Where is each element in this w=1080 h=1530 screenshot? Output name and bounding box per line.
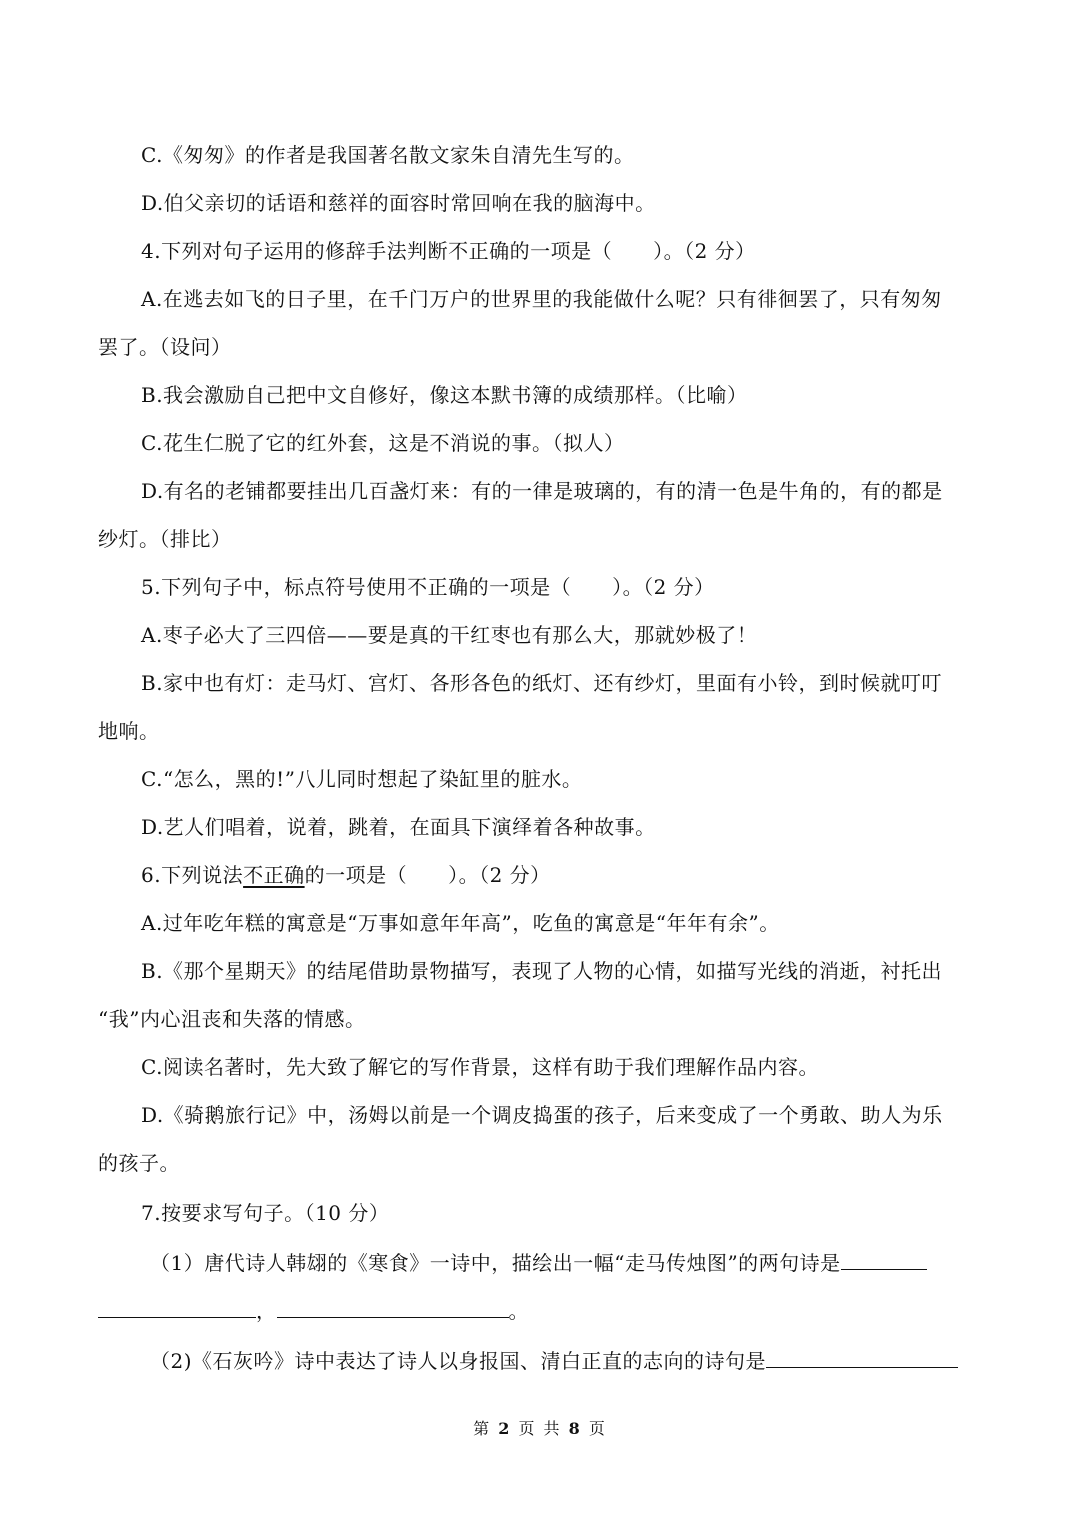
q6-stem — [141, 861, 982, 889]
q7-sub2-answer-blank[interactable] — [766, 1347, 958, 1368]
q6-stem-pre: 6.下列说法 — [141, 863, 244, 887]
q6-option-b-line1: B.《那个星期天》的结尾借助景物描写，表现了人物的心情，如描写光线的消逝，衬托出 — [141, 959, 943, 983]
q4-option-a-line1: A.在逃去如飞的日子里，在千门万户的世界里的我能做什么呢？只有徘徊罢了，只有匆匆 — [141, 287, 942, 311]
q3-option-d: D.伯父亲切的话语和慈祥的面容时常回响在我的脑海中。 — [141, 191, 656, 215]
q6-option-d-line2: 的孩子。 — [98, 1151, 180, 1175]
q5-option-c: C.“怎么，黑的!”八儿同时想起了染缸里的脏水。 — [141, 767, 583, 791]
q4-option-b: B.我会激励自己把中文自修好，像这本默书簿的成绩那样。（比喻） — [141, 383, 748, 407]
q5-option-b-line2: 地响。 — [98, 719, 160, 743]
footer-total-pages: 8 — [568, 1419, 582, 1438]
q5-stem: 5.下列句子中，标点符号使用不正确的一项是（ ）。（2 分） — [141, 575, 715, 599]
q4-option-d-line1: D.有名的老铺都要挂出几百盏灯来：有的一律是玻璃的，有的清一色是牛角的，有的都是 — [141, 479, 943, 503]
footer-ye: 页 — [518, 1419, 537, 1438]
q6-stem-underlined: 不正确 — [243, 863, 305, 887]
q6-option-c: C.阅读名著时，先大致了解它的写作背景，这样有助于我们理解作品内容。 — [141, 1055, 819, 1079]
footer-ye2: 页 — [588, 1419, 607, 1438]
q5-option-b-line1: B.家中也有灯：走马灯、宫灯、各形各色的纸灯、还有纱灯，里面有小铃，到时候就叮叮 — [141, 671, 943, 695]
q7-sub1-answer-blank-c[interactable] — [277, 1297, 509, 1318]
q4-option-c: C.花生仁脱了它的红外套，这是不消说的事。（拟人） — [141, 431, 625, 455]
q7-sub1-end: 。 — [508, 1299, 529, 1323]
q7-sub2 — [150, 1347, 982, 1375]
footer-page-number: 2 — [498, 1419, 512, 1438]
q7-stem: 7.按要求写句子。（10 分） — [141, 1201, 390, 1225]
q6-option-a: A.过年吃年糕的寓意是“万事如意年年高”，吃鱼的寓意是“年年有余”。 — [141, 911, 780, 935]
footer-di: 第 — [473, 1419, 492, 1438]
page-footer — [0, 1418, 1080, 1440]
q7-sub1-line2 — [98, 1297, 982, 1325]
q4-stem: 4.下列对句子运用的修辞手法判断不正确的一项是（ ）。（2 分） — [141, 239, 756, 263]
q7-sub1-answer-blank-b[interactable] — [98, 1297, 256, 1318]
q7-sub1-text: （1）唐代诗人韩翃的《寒食》一诗中，描绘出一幅“走马传烛图”的两句诗是 — [150, 1251, 841, 1275]
q6-option-d-line1: D.《骑鹅旅行记》中，汤姆以前是一个调皮捣蛋的孩子，后来变成了一个勇敢、助人为乐 — [141, 1103, 943, 1127]
q5-option-d: D.艺人们唱着，说着，跳着，在面具下演绎着各种故事。 — [141, 815, 656, 839]
q7-sub1-comma: ， — [256, 1299, 277, 1323]
q7-sub1 — [150, 1249, 982, 1277]
q6-option-b-line2: “我”内心沮丧和失落的情感。 — [98, 1007, 366, 1031]
q5-option-a: A.枣子必大了三四倍——要是真的干红枣也有那么大，那就妙极了！ — [141, 623, 758, 647]
q4-option-d-line2: 纱灯。（排比） — [98, 527, 232, 551]
q6-stem-post: 的一项是（ ）。（2 分） — [304, 863, 551, 887]
footer-gong: 共 — [543, 1419, 562, 1438]
q4-option-a-line2: 罢了。（设问） — [98, 335, 232, 359]
q3-option-c: C.《匆匆》的作者是我国著名散文家朱自清先生写的。 — [141, 143, 635, 167]
q7-sub1-answer-blank-a[interactable] — [841, 1249, 927, 1270]
q7-sub2-text: （2)《石灰吟》诗中表达了诗人以身报国、清白正直的志向的诗句是 — [150, 1349, 767, 1373]
